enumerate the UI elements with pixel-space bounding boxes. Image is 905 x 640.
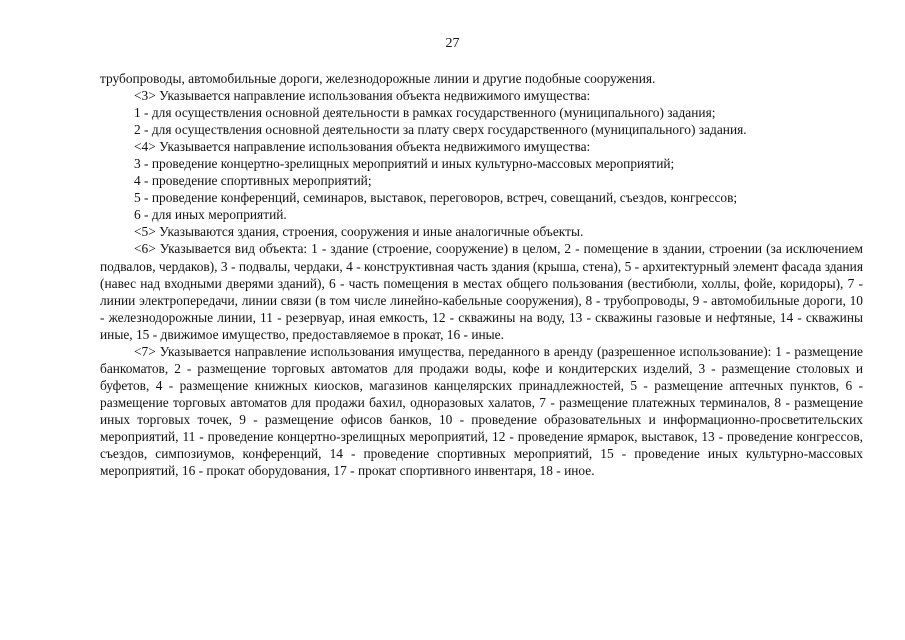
- footnote-4-item-3: 3 - проведение концертно-зрелищных мероприятий и иных культурно-массовых мероприятий;: [134, 156, 675, 172]
- footnote-6: <6> Указывается вид объекта: 1 - здание (строение, сооружение) в целом, 2 - помещение в здании, строении (за исключением подвалов, чердаков), 3 - подвалы, чердаки, 4 - конструктивная часть здания (крыша, стена), 5 - архитектурный элемент фасада здания (навес над входными дверями зданий), 6 - часть помещения в местах общего пользования (вестибюли, холлы, фойе, коридоры), 7 - линии электропередачи, линии связи (в том числе линейно-кабельные сооружения), 8 - трубопроводы, 9 - автомобильные дороги, 10 - железнодорожные линии, 11 - резервуар, иная емкость, 12 - скважины на воду, 13 - скважины газовые и нефтяные, 14 - скважины иные, 15 - движимое имущество, предоставляемое в прокат, 16 - иные.: [100, 241, 863, 342]
- footnote-4-item-4: 4 - проведение спортивных мероприятий;: [134, 173, 372, 189]
- document-body: [100, 70, 863, 479]
- footnote-4: <4> Указывается направление использования объекта недвижимого имущества:: [134, 139, 591, 155]
- footnote-4-item-6: 6 - для иных мероприятий.: [134, 207, 287, 223]
- footnote-7: <7> Указывается направление использования имущества, переданного в аренду (разрешенное использование): 1 - размещение банкоматов, 2 - размещение торговых автоматов для продажи воды, кофе и кондитерских изделий, 3 - размещение столовых и буфетов, 4 - размещение книжных киосков, магазинов канцелярских принадлежностей, 5 - размещение аптечных пунктов, 6 - размещение торговых автоматов для продажи бахил, одноразовых халатов, 7 - размещение платежных терминалов, 8 - размещение иных торговых точек, 9 - размещение офисов банков, 10 - проведение образовательных и информационно-просветительских мероприятий, 11 - проведение концертно-зрелищных мероприятий, 12 - проведение ярмарок, выставок, 13 - проведение конгрессов, съездов, симпозиумов, конференций, 14 - проведение спортивных мероприятий, 15 - проведение иных культурно-массовых мероприятий, 16 - прокат оборудования, 17 - прокат спортивного инвентаря, 18 - иное.: [100, 343, 863, 479]
- page-number: 27: [445, 36, 460, 51]
- footnote-3: <3> Указывается направление использования объекта недвижимого имущества:: [134, 88, 591, 104]
- footnote-5: <5> Указываются здания, строения, сооружения и иные аналогичные объекты.: [134, 224, 584, 240]
- paragraph-continuation: трубопроводы, автомобильные дороги, железнодорожные линии и другие подобные сооружения.: [100, 71, 656, 86]
- footnote-4-item-5: 5 - проведение конференций, семинаров, выставок, переговоров, встреч, совещаний, съездов, конгрессов;: [134, 190, 738, 206]
- footnote-3-item-2: 2 - для осуществления основной деятельности за плату сверх государственного (муниципального) задания.: [134, 122, 747, 138]
- footnote-3-item-1: 1 - для осуществления основной деятельности в рамках государственного (муниципального) задания;: [134, 105, 716, 121]
